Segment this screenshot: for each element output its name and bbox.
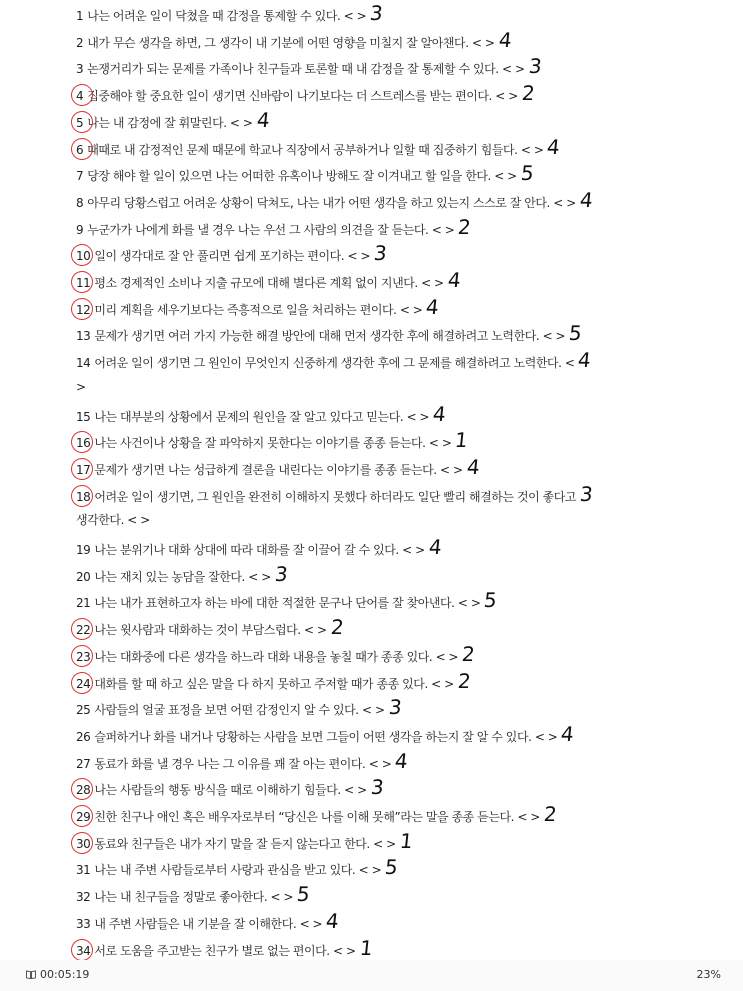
question-text: 내가 무슨 생각을 하면, 그 생각이 내 기분에 어떤 영향을 미칠지 잘 알아챈다. < >: [87, 35, 495, 50]
handwritten-answer: 4: [394, 748, 409, 773]
question-line: [76, 242, 726, 264]
question-line: [76, 322, 726, 344]
reading-progress: 23%: [696, 968, 721, 981]
question-line: [76, 483, 726, 505]
question-text: 당장 해야 할 일이 있으면 나는 어떠한 유혹이나 방해도 잘 이겨내고 할 일을 한다. < >: [87, 169, 517, 184]
question-number: 14: [76, 356, 91, 371]
question-text: 나는 분위기나 대화 상대에 따라 대화를 잘 이끌어 갈 수 있다. < >: [94, 543, 425, 557]
question-line: [76, 536, 726, 558]
handwritten-answer: 1: [398, 828, 414, 853]
question-text: 일이 생각대로 잘 안 풀리면 쉽게 포기하는 편이다. < >: [94, 249, 371, 264]
question-number: 33: [76, 916, 91, 931]
question-text: 사람들의 얼굴 표정을 보면 어떤 감정인지 알 수 있다. < >: [94, 703, 385, 718]
question-number: 3: [76, 62, 84, 77]
question-line: [76, 162, 726, 184]
book-icon: [26, 970, 36, 979]
question-line: [76, 82, 726, 104]
question-line: [76, 563, 726, 585]
question-text: 나는 윗사람과 대화하는 것이 부담스럽다. < >: [94, 623, 327, 638]
handwritten-answer: 4: [255, 107, 271, 132]
handwritten-answer: 3: [387, 695, 403, 720]
question-number: 16: [76, 432, 90, 454]
question-number: 13: [76, 329, 91, 344]
question-line: [76, 429, 726, 451]
question-number: 26: [76, 729, 91, 744]
handwritten-answer: 4: [431, 401, 447, 426]
question-line: [76, 750, 726, 772]
handwritten-answer: 1: [454, 428, 469, 453]
question-line: [76, 589, 726, 611]
handwritten-answer: 2: [329, 615, 345, 640]
question-text: 나는 사건이나 상황을 잘 파악하지 못한다는 이야기를 종종 듣는다. < >: [94, 436, 452, 451]
handwritten-answer: 3: [372, 241, 388, 266]
question-number: 23: [76, 646, 90, 668]
question-line: [76, 109, 726, 131]
handwritten-answer: 3: [527, 54, 543, 79]
handwritten-answer: 2: [542, 802, 558, 826]
question-line: [76, 670, 726, 692]
question-text: 나는 내가 표현하고자 하는 바에 대한 적절한 문구나 단어를 잘 찾아낸다. < >: [94, 596, 481, 611]
question-text: 평소 경제적인 소비나 지출 규모에 대해 별다른 계획 없이 지낸다. < >: [94, 276, 444, 290]
question-number: 29: [76, 806, 90, 828]
handwritten-answer: 4: [546, 134, 562, 159]
question-text: 나는 내 친구들을 정말로 좋아한다. < >: [94, 890, 294, 905]
question-continuation: 생각한다. < >: [76, 513, 150, 528]
question-text: 서로 도움을 주고받는 친구가 별로 없는 편이다. < >: [94, 943, 356, 958]
handwritten-answer: 2: [520, 81, 536, 106]
question-text: 나는 내 감정에 잘 휘말린다. < >: [87, 115, 253, 130]
handwritten-answer: 4: [446, 268, 462, 292]
question-text: 나는 사람들의 행동 방식을 때로 이해하기 힘들다. < >: [94, 783, 367, 798]
question-text: 나는 대화중에 다른 생각을 하느라 대화 내용을 놓칠 때가 종종 있다. < >: [94, 649, 459, 664]
question-line: [76, 616, 726, 638]
question-line: [76, 269, 726, 291]
question-line: [76, 937, 726, 959]
question-text: 아무리 당황스럽고 어려운 상황이 닥쳐도, 나는 내가 어떤 생각을 하고 있는지 스스로 잘 안다. < >: [87, 195, 576, 210]
handwritten-answer: 5: [295, 882, 311, 907]
question-line: [76, 349, 726, 371]
handwritten-answer: 2: [457, 214, 472, 239]
question-number: 30: [76, 833, 90, 855]
question-number: 15: [76, 409, 91, 424]
question-number: 22: [76, 619, 90, 641]
question-line: [76, 189, 726, 211]
question-number: 21: [76, 596, 91, 611]
question-number: 18: [76, 486, 90, 508]
handwritten-answer: 3: [273, 561, 289, 586]
question-number: 31: [76, 863, 91, 878]
question-text: 집중해야 할 중요한 일이 생기면 신바람이 나기보다는 더 스트레스를 받는 편이다. < >: [87, 89, 518, 104]
handwritten-answer: 4: [577, 348, 593, 373]
handwritten-answer: 1: [358, 935, 374, 960]
question-text: 문제가 생기면 여러 가지 가능한 해결 방안에 대해 먼저 생각한 후에 해결하려고 노력한다. < >: [94, 329, 566, 344]
question-number: 7: [76, 169, 84, 184]
handwritten-answer: 5: [383, 855, 399, 880]
question-number: 4: [76, 85, 83, 107]
question-number: 10: [76, 245, 90, 267]
question-number: 1: [76, 9, 84, 23]
handwritten-answer: 3: [368, 1, 384, 25]
question-text: 어려운 일이 생기면 그 원인이 무엇인지 신중하게 생각한 후에 그 문제를 해결하려고 노력한다. <: [94, 356, 575, 371]
question-text: 나는 내 주변 사람들로부터 사랑과 관심을 받고 있다. < >: [94, 863, 382, 878]
question-line: [76, 910, 726, 932]
question-number: 27: [76, 756, 91, 771]
question-text: 미리 계획을 세우기보다는 즉흥적으로 일을 처리하는 편이다. < >: [94, 302, 423, 317]
question-number: 19: [76, 543, 91, 557]
question-line: [76, 55, 726, 77]
question-number: 6: [76, 139, 83, 161]
question-number: 25: [76, 703, 91, 718]
question-text: 문제가 생기면 나는 성급하게 결론을 내린다는 이야기를 종종 듣는다. < >: [94, 462, 463, 477]
question-line: [76, 2, 726, 24]
question-text: 때때로 내 감정적인 문제 때문에 학교나 직장에서 공부하거나 일할 때 집중하기 힘들다. < >: [87, 142, 544, 157]
handwritten-answer: 4: [465, 454, 481, 479]
question-line: [76, 29, 726, 51]
question-line: [76, 723, 726, 745]
question-text: 동료와 친구들은 내가 자기 말을 잘 듣지 않는다고 한다. < >: [94, 836, 396, 851]
question-line: [76, 696, 726, 718]
handwritten-answer: 4: [425, 294, 440, 319]
question-text: 나는 재치 있는 농담을 잘한다. < >: [94, 569, 271, 584]
question-line: [76, 296, 726, 318]
question-number: 32: [76, 890, 91, 905]
handwritten-answer: 2: [460, 641, 476, 666]
handwritten-answer: 4: [324, 908, 340, 933]
question-number: 34: [76, 940, 90, 962]
question-text: 슬퍼하거나 화를 내거나 당황하는 사람을 보면 그들이 어떤 생각을 하는지 잘 알 수 있다. < >: [94, 729, 558, 744]
question-line: [76, 803, 726, 825]
question-line: [76, 136, 726, 158]
question-line: [76, 776, 726, 798]
handwritten-answer: 3: [369, 775, 385, 800]
question-line: [76, 830, 726, 852]
question-number: 5: [76, 112, 83, 134]
question-continuation: >: [76, 379, 86, 394]
handwritten-answer: 4: [560, 721, 575, 746]
question-text: 내 주변 사람들은 내 기분을 잘 이해한다. < >: [94, 916, 323, 931]
question-text: 논쟁거리가 되는 문제를 가족이나 친구들과 토론할 때 내 감정을 잘 통제할 수 있다. < >: [87, 62, 525, 77]
question-line: [76, 856, 726, 878]
question-number: 20: [76, 569, 91, 584]
reading-timer: 00:05:19: [40, 968, 90, 981]
question-number: 17: [76, 459, 90, 481]
question-number: 12: [76, 299, 90, 321]
handwritten-answer: 5: [519, 161, 535, 186]
question-line: [76, 456, 726, 478]
handwritten-answer: 3: [578, 481, 594, 506]
question-line: [76, 643, 726, 665]
question-number: 2: [76, 35, 84, 50]
question-number: 8: [76, 195, 84, 210]
question-number: 11: [76, 272, 90, 294]
question-text: 누군가가 나에게 화를 낼 경우 나는 우선 그 사람의 의견을 잘 듣는다. < >: [87, 222, 455, 237]
handwritten-answer: 4: [497, 27, 513, 52]
reader-status-bar: [0, 960, 743, 991]
question-text: 나는 어려운 일이 닥쳤을 때 감정을 통제할 수 있다. < >: [87, 9, 367, 23]
question-number: 9: [76, 222, 84, 237]
question-text: 동료가 화를 낼 경우 나는 그 이유를 꽤 잘 아는 편이다. < >: [94, 756, 392, 771]
question-line: [76, 403, 726, 425]
question-text: 대화를 할 때 하고 싶은 말을 다 하지 못하고 주저할 때가 종종 있다. < >: [94, 676, 454, 691]
handwritten-answer: 5: [483, 588, 498, 613]
question-text: 나는 대부분의 상황에서 문제의 원인을 잘 알고 있다고 믿는다. < >: [94, 409, 430, 424]
handwritten-answer: 4: [578, 187, 594, 212]
question-number: 28: [76, 779, 90, 801]
question-text: 친한 친구나 애인 혹은 배우자로부터 “당신은 나를 이해 못해”라는 말을 종종 듣는다. < >: [94, 810, 540, 824]
handwritten-answer: 4: [427, 535, 443, 559]
question-number: 24: [76, 673, 90, 695]
question-text: 어려운 일이 생기면, 그 원인을 완전히 이해하지 못했다 하더라도 일단 빨리 해결하는 것이 좋다고: [94, 489, 577, 504]
question-line: [76, 883, 726, 905]
handwritten-answer: 5: [567, 321, 583, 346]
question-line: [76, 216, 726, 238]
handwritten-answer: 2: [456, 668, 472, 693]
